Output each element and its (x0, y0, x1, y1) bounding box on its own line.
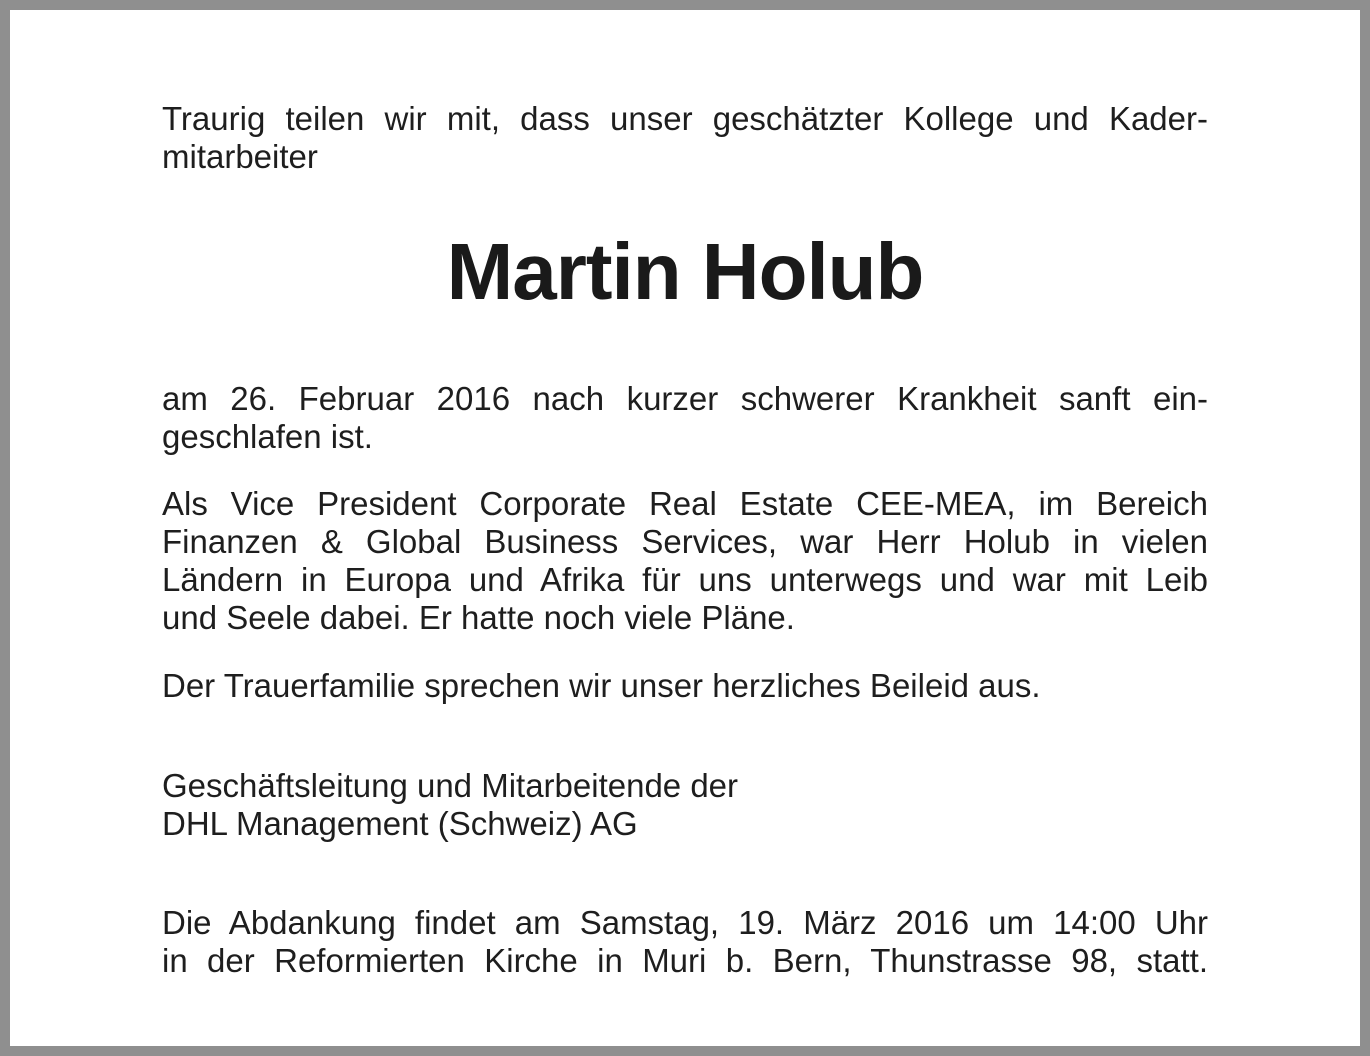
intro-text-line-2: mitarbeiter (162, 138, 318, 175)
condolence-text: Der Trauerfamilie sprechen wir unser herzliches Beileid aus. (162, 667, 1041, 704)
intro-text-line-1: Traurig teilen wir mit, dass unser geschätzter Kollege und Kader- (162, 100, 1208, 137)
career-text-line-4: und Seele dabei. Er hatte noch viele Pläne. (162, 599, 795, 636)
career-text-line-1: Als Vice President Corporate Real Estate CEE-MEA, im Bereich (162, 485, 1208, 522)
service-text-line-1: Die Abdankung findet am Samstag, 19. März 2016 um 14:00 Uhr (162, 904, 1208, 941)
signature-company: DHL Management (Schweiz) AG (162, 805, 638, 842)
career-text-line-3: Ländern in Europa und Afrika für uns unterwegs und war mit Leib (162, 561, 1208, 598)
service-text-line-2: in der Reformierten Kirche in Muri b. Bern, Thunstrasse 98, statt. (162, 942, 1208, 979)
signature-line-1: Geschäftsleitung und Mitarbeitende der (162, 767, 739, 804)
death-text-line-1: am 26. Februar 2016 nach kurzer schwerer Krankheit sanft ein- (162, 380, 1208, 417)
death-text-line-2: geschlafen ist. (162, 418, 373, 455)
career-text-line-2: Finanzen & Global Business Services, war Herr Holub in vielen (162, 523, 1208, 560)
deceased-name: Martin Holub (446, 227, 924, 316)
